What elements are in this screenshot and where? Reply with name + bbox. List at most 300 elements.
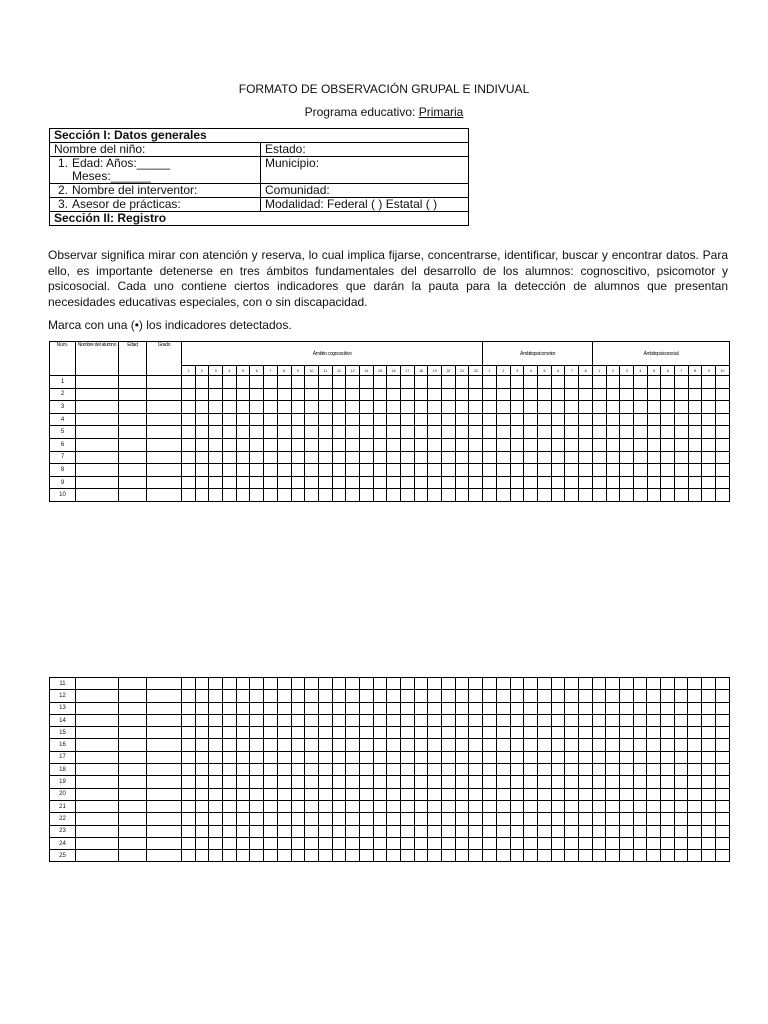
indicator-cell[interactable] bbox=[592, 690, 606, 702]
indicator-cell[interactable] bbox=[633, 702, 647, 714]
indicator-cell[interactable] bbox=[250, 464, 264, 477]
indicator-cell[interactable] bbox=[702, 376, 716, 389]
indicator-cell[interactable] bbox=[592, 813, 606, 825]
grado-cell[interactable] bbox=[147, 850, 182, 862]
nombre-cell[interactable] bbox=[76, 739, 119, 751]
indicator-cell[interactable] bbox=[332, 690, 346, 702]
indicator-cell[interactable] bbox=[469, 690, 483, 702]
indicator-cell[interactable] bbox=[250, 489, 264, 502]
indicator-cell[interactable] bbox=[510, 764, 524, 776]
indicator-cell[interactable] bbox=[223, 476, 237, 489]
indicator-cell[interactable] bbox=[346, 739, 360, 751]
indicator-cell[interactable] bbox=[291, 764, 305, 776]
indicator-cell[interactable] bbox=[236, 800, 250, 812]
indicator-cell[interactable] bbox=[510, 702, 524, 714]
indicator-cell[interactable] bbox=[359, 813, 373, 825]
indicator-cell[interactable] bbox=[647, 764, 661, 776]
indicator-cell[interactable] bbox=[346, 714, 360, 726]
indicator-cell[interactable] bbox=[236, 426, 250, 439]
indicator-cell[interactable] bbox=[182, 464, 196, 477]
indicator-cell[interactable] bbox=[702, 464, 716, 477]
indicator-cell[interactable] bbox=[401, 739, 415, 751]
indicator-cell[interactable] bbox=[551, 401, 565, 414]
indicator-cell[interactable] bbox=[606, 850, 620, 862]
indicator-cell[interactable] bbox=[565, 825, 579, 837]
indicator-cell[interactable] bbox=[688, 376, 702, 389]
indicator-cell[interactable] bbox=[715, 850, 729, 862]
indicator-cell[interactable] bbox=[236, 690, 250, 702]
indicator-cell[interactable] bbox=[442, 764, 456, 776]
indicator-cell[interactable] bbox=[702, 714, 716, 726]
indicator-cell[interactable] bbox=[634, 388, 648, 401]
indicator-cell[interactable] bbox=[209, 464, 223, 477]
nombre-cell[interactable] bbox=[76, 813, 119, 825]
indicator-cell[interactable] bbox=[332, 776, 346, 788]
grado-cell[interactable] bbox=[147, 813, 182, 825]
indicator-cell[interactable] bbox=[264, 690, 278, 702]
indicator-cell[interactable] bbox=[195, 489, 209, 502]
indicator-cell[interactable] bbox=[675, 401, 689, 414]
indicator-cell[interactable] bbox=[277, 678, 291, 690]
indicator-cell[interactable] bbox=[634, 426, 648, 439]
indicator-cell[interactable] bbox=[578, 764, 592, 776]
indicator-cell[interactable] bbox=[195, 476, 209, 489]
indicator-cell[interactable] bbox=[277, 776, 291, 788]
indicator-cell[interactable] bbox=[634, 489, 648, 502]
indicator-cell[interactable] bbox=[674, 850, 688, 862]
indicator-cell[interactable] bbox=[620, 388, 634, 401]
indicator-cell[interactable] bbox=[182, 451, 196, 464]
indicator-cell[interactable] bbox=[661, 788, 675, 800]
indicator-cell[interactable] bbox=[592, 388, 606, 401]
indicator-cell[interactable] bbox=[223, 702, 237, 714]
indicator-cell[interactable] bbox=[182, 678, 196, 690]
indicator-cell[interactable] bbox=[579, 451, 593, 464]
indicator-cell[interactable] bbox=[318, 489, 332, 502]
indicator-cell[interactable] bbox=[715, 714, 729, 726]
indicator-cell[interactable] bbox=[620, 476, 634, 489]
indicator-cell[interactable] bbox=[633, 837, 647, 849]
indicator-cell[interactable] bbox=[264, 825, 278, 837]
indicator-cell[interactable] bbox=[387, 376, 401, 389]
indicator-cell[interactable] bbox=[524, 776, 538, 788]
indicator-cell[interactable] bbox=[236, 489, 250, 502]
indicator-cell[interactable] bbox=[688, 690, 702, 702]
indicator-cell[interactable] bbox=[620, 451, 634, 464]
indicator-cell[interactable] bbox=[414, 727, 428, 739]
indicator-cell[interactable] bbox=[674, 800, 688, 812]
indicator-cell[interactable] bbox=[606, 376, 620, 389]
indicator-cell[interactable] bbox=[578, 800, 592, 812]
indicator-cell[interactable] bbox=[264, 438, 278, 451]
indicator-cell[interactable] bbox=[579, 438, 593, 451]
indicator-cell[interactable] bbox=[674, 776, 688, 788]
indicator-cell[interactable] bbox=[359, 837, 373, 849]
indicator-cell[interactable] bbox=[661, 776, 675, 788]
indicator-cell[interactable] bbox=[428, 788, 442, 800]
indicator-cell[interactable] bbox=[674, 813, 688, 825]
indicator-cell[interactable] bbox=[620, 464, 634, 477]
indicator-cell[interactable] bbox=[291, 776, 305, 788]
indicator-cell[interactable] bbox=[236, 451, 250, 464]
indicator-cell[interactable] bbox=[346, 727, 360, 739]
grado-cell[interactable] bbox=[147, 764, 182, 776]
indicator-cell[interactable] bbox=[510, 800, 524, 812]
indicator-cell[interactable] bbox=[332, 489, 346, 502]
indicator-cell[interactable] bbox=[716, 388, 730, 401]
indicator-cell[interactable] bbox=[401, 690, 415, 702]
indicator-cell[interactable] bbox=[414, 813, 428, 825]
indicator-cell[interactable] bbox=[277, 476, 291, 489]
indicator-cell[interactable] bbox=[277, 788, 291, 800]
indicator-cell[interactable] bbox=[401, 426, 415, 439]
indicator-cell[interactable] bbox=[401, 813, 415, 825]
indicator-cell[interactable] bbox=[688, 714, 702, 726]
grado-cell[interactable] bbox=[147, 837, 182, 849]
indicator-cell[interactable] bbox=[414, 714, 428, 726]
indicator-cell[interactable] bbox=[332, 476, 346, 489]
indicator-cell[interactable] bbox=[497, 413, 511, 426]
indicator-cell[interactable] bbox=[592, 413, 606, 426]
indicator-cell[interactable] bbox=[524, 438, 538, 451]
indicator-cell[interactable] bbox=[483, 751, 497, 763]
indicator-cell[interactable] bbox=[291, 438, 305, 451]
indicator-cell[interactable] bbox=[483, 476, 497, 489]
indicator-cell[interactable] bbox=[497, 489, 511, 502]
indicator-cell[interactable] bbox=[401, 702, 415, 714]
indicator-cell[interactable] bbox=[236, 751, 250, 763]
indicator-cell[interactable] bbox=[250, 727, 264, 739]
indicator-cell[interactable] bbox=[359, 476, 373, 489]
indicator-cell[interactable] bbox=[428, 813, 442, 825]
edad-cell[interactable] bbox=[119, 837, 147, 849]
indicator-cell[interactable] bbox=[647, 376, 661, 389]
indicator-cell[interactable] bbox=[250, 800, 264, 812]
indicator-cell[interactable] bbox=[373, 727, 387, 739]
indicator-cell[interactable] bbox=[606, 776, 620, 788]
indicator-cell[interactable] bbox=[401, 413, 415, 426]
indicator-cell[interactable] bbox=[264, 376, 278, 389]
indicator-cell[interactable] bbox=[195, 850, 209, 862]
indicator-cell[interactable] bbox=[318, 800, 332, 812]
indicator-cell[interactable] bbox=[675, 426, 689, 439]
indicator-cell[interactable] bbox=[469, 751, 483, 763]
indicator-cell[interactable] bbox=[373, 376, 387, 389]
indicator-cell[interactable] bbox=[291, 825, 305, 837]
indicator-cell[interactable] bbox=[264, 413, 278, 426]
indicator-cell[interactable] bbox=[455, 426, 469, 439]
indicator-cell[interactable] bbox=[346, 376, 360, 389]
indicator-cell[interactable] bbox=[291, 451, 305, 464]
indicator-cell[interactable] bbox=[647, 813, 661, 825]
indicator-cell[interactable] bbox=[634, 464, 648, 477]
indicator-cell[interactable] bbox=[702, 850, 716, 862]
nombre-cell[interactable] bbox=[76, 678, 119, 690]
grado-cell[interactable] bbox=[147, 825, 182, 837]
indicator-cell[interactable] bbox=[702, 489, 716, 502]
indicator-cell[interactable] bbox=[620, 776, 634, 788]
indicator-cell[interactable] bbox=[387, 451, 401, 464]
indicator-cell[interactable] bbox=[223, 489, 237, 502]
indicator-cell[interactable] bbox=[688, 776, 702, 788]
indicator-cell[interactable] bbox=[428, 426, 442, 439]
indicator-cell[interactable] bbox=[483, 438, 497, 451]
indicator-cell[interactable] bbox=[223, 714, 237, 726]
indicator-cell[interactable] bbox=[620, 714, 634, 726]
indicator-cell[interactable] bbox=[524, 464, 538, 477]
indicator-cell[interactable] bbox=[264, 702, 278, 714]
indicator-cell[interactable] bbox=[195, 837, 209, 849]
indicator-cell[interactable] bbox=[277, 714, 291, 726]
indicator-cell[interactable] bbox=[414, 376, 428, 389]
indicator-cell[interactable] bbox=[318, 825, 332, 837]
indicator-cell[interactable] bbox=[592, 702, 606, 714]
indicator-cell[interactable] bbox=[373, 464, 387, 477]
indicator-cell[interactable] bbox=[359, 413, 373, 426]
indicator-cell[interactable] bbox=[442, 476, 456, 489]
indicator-cell[interactable] bbox=[182, 702, 196, 714]
edad-cell[interactable] bbox=[119, 464, 147, 477]
indicator-cell[interactable] bbox=[715, 776, 729, 788]
indicator-cell[interactable] bbox=[455, 489, 469, 502]
indicator-cell[interactable] bbox=[674, 739, 688, 751]
indicator-cell[interactable] bbox=[195, 376, 209, 389]
indicator-cell[interactable] bbox=[496, 727, 510, 739]
indicator-cell[interactable] bbox=[401, 489, 415, 502]
indicator-cell[interactable] bbox=[469, 850, 483, 862]
indicator-cell[interactable] bbox=[524, 678, 538, 690]
indicator-cell[interactable] bbox=[291, 727, 305, 739]
indicator-cell[interactable] bbox=[209, 426, 223, 439]
nombre-cell[interactable] bbox=[76, 702, 119, 714]
indicator-cell[interactable] bbox=[524, 739, 538, 751]
indicator-cell[interactable] bbox=[250, 451, 264, 464]
indicator-cell[interactable] bbox=[702, 678, 716, 690]
indicator-cell[interactable] bbox=[318, 751, 332, 763]
indicator-cell[interactable] bbox=[277, 489, 291, 502]
indicator-cell[interactable] bbox=[674, 825, 688, 837]
indicator-cell[interactable] bbox=[565, 751, 579, 763]
indicator-cell[interactable] bbox=[236, 476, 250, 489]
indicator-cell[interactable] bbox=[565, 813, 579, 825]
indicator-cell[interactable] bbox=[373, 813, 387, 825]
indicator-cell[interactable] bbox=[359, 464, 373, 477]
indicator-cell[interactable] bbox=[401, 825, 415, 837]
indicator-cell[interactable] bbox=[182, 739, 196, 751]
indicator-cell[interactable] bbox=[496, 764, 510, 776]
indicator-cell[interactable] bbox=[702, 739, 716, 751]
indicator-cell[interactable] bbox=[428, 413, 442, 426]
indicator-cell[interactable] bbox=[428, 451, 442, 464]
indicator-cell[interactable] bbox=[510, 837, 524, 849]
grado-cell[interactable] bbox=[147, 727, 182, 739]
indicator-cell[interactable] bbox=[647, 850, 661, 862]
indicator-cell[interactable] bbox=[538, 426, 552, 439]
indicator-cell[interactable] bbox=[414, 776, 428, 788]
indicator-cell[interactable] bbox=[387, 764, 401, 776]
indicator-cell[interactable] bbox=[414, 464, 428, 477]
indicator-cell[interactable] bbox=[688, 788, 702, 800]
indicator-cell[interactable] bbox=[291, 714, 305, 726]
indicator-cell[interactable] bbox=[195, 464, 209, 477]
indicator-cell[interactable] bbox=[483, 825, 497, 837]
indicator-cell[interactable] bbox=[223, 788, 237, 800]
indicator-cell[interactable] bbox=[524, 813, 538, 825]
indicator-cell[interactable] bbox=[414, 788, 428, 800]
indicator-cell[interactable] bbox=[537, 739, 551, 751]
indicator-cell[interactable] bbox=[675, 476, 689, 489]
indicator-cell[interactable] bbox=[250, 788, 264, 800]
indicator-cell[interactable] bbox=[346, 850, 360, 862]
indicator-cell[interactable] bbox=[469, 376, 483, 389]
indicator-cell[interactable] bbox=[538, 376, 552, 389]
indicator-cell[interactable] bbox=[606, 451, 620, 464]
indicator-cell[interactable] bbox=[277, 800, 291, 812]
indicator-cell[interactable] bbox=[661, 678, 675, 690]
indicator-cell[interactable] bbox=[291, 813, 305, 825]
indicator-cell[interactable] bbox=[401, 714, 415, 726]
indicator-cell[interactable] bbox=[565, 764, 579, 776]
indicator-cell[interactable] bbox=[346, 426, 360, 439]
indicator-cell[interactable] bbox=[633, 813, 647, 825]
indicator-cell[interactable] bbox=[620, 751, 634, 763]
indicator-cell[interactable] bbox=[264, 451, 278, 464]
indicator-cell[interactable] bbox=[592, 764, 606, 776]
indicator-cell[interactable] bbox=[182, 376, 196, 389]
indicator-cell[interactable] bbox=[565, 837, 579, 849]
indicator-cell[interactable] bbox=[537, 825, 551, 837]
indicator-cell[interactable] bbox=[346, 813, 360, 825]
indicator-cell[interactable] bbox=[332, 413, 346, 426]
grado-cell[interactable] bbox=[147, 776, 182, 788]
indicator-cell[interactable] bbox=[524, 788, 538, 800]
indicator-cell[interactable] bbox=[195, 426, 209, 439]
edad-cell[interactable] bbox=[119, 451, 147, 464]
indicator-cell[interactable] bbox=[209, 702, 223, 714]
indicator-cell[interactable] bbox=[620, 376, 634, 389]
indicator-cell[interactable] bbox=[496, 850, 510, 862]
indicator-cell[interactable] bbox=[510, 825, 524, 837]
indicator-cell[interactable] bbox=[442, 413, 456, 426]
indicator-cell[interactable] bbox=[606, 476, 620, 489]
indicator-cell[interactable] bbox=[387, 850, 401, 862]
indicator-cell[interactable] bbox=[209, 739, 223, 751]
indicator-cell[interactable] bbox=[264, 739, 278, 751]
indicator-cell[interactable] bbox=[209, 401, 223, 414]
indicator-cell[interactable] bbox=[647, 678, 661, 690]
indicator-cell[interactable] bbox=[414, 825, 428, 837]
indicator-cell[interactable] bbox=[182, 690, 196, 702]
edad-cell[interactable] bbox=[119, 413, 147, 426]
indicator-cell[interactable] bbox=[510, 489, 524, 502]
indicator-cell[interactable] bbox=[414, 739, 428, 751]
indicator-cell[interactable] bbox=[647, 776, 661, 788]
indicator-cell[interactable] bbox=[455, 690, 469, 702]
edad-cell[interactable] bbox=[119, 751, 147, 763]
indicator-cell[interactable] bbox=[401, 764, 415, 776]
indicator-cell[interactable] bbox=[414, 413, 428, 426]
indicator-cell[interactable] bbox=[373, 678, 387, 690]
indicator-cell[interactable] bbox=[195, 702, 209, 714]
indicator-cell[interactable] bbox=[182, 825, 196, 837]
indicator-cell[interactable] bbox=[565, 376, 579, 389]
indicator-cell[interactable] bbox=[305, 678, 319, 690]
indicator-cell[interactable] bbox=[483, 776, 497, 788]
indicator-cell[interactable] bbox=[455, 800, 469, 812]
indicator-cell[interactable] bbox=[702, 788, 716, 800]
indicator-cell[interactable] bbox=[305, 413, 319, 426]
indicator-cell[interactable] bbox=[634, 413, 648, 426]
indicator-cell[interactable] bbox=[620, 678, 634, 690]
indicator-cell[interactable] bbox=[483, 401, 497, 414]
grado-cell[interactable] bbox=[147, 476, 182, 489]
indicator-cell[interactable] bbox=[305, 825, 319, 837]
indicator-cell[interactable] bbox=[496, 739, 510, 751]
indicator-cell[interactable] bbox=[387, 489, 401, 502]
indicator-cell[interactable] bbox=[551, 388, 565, 401]
indicator-cell[interactable] bbox=[715, 764, 729, 776]
edad-cell[interactable] bbox=[119, 776, 147, 788]
indicator-cell[interactable] bbox=[688, 751, 702, 763]
nombre-cell[interactable] bbox=[76, 800, 119, 812]
indicator-cell[interactable] bbox=[633, 800, 647, 812]
indicator-cell[interactable] bbox=[209, 451, 223, 464]
indicator-cell[interactable] bbox=[442, 850, 456, 862]
indicator-cell[interactable] bbox=[469, 388, 483, 401]
indicator-cell[interactable] bbox=[305, 690, 319, 702]
indicator-cell[interactable] bbox=[250, 739, 264, 751]
indicator-cell[interactable] bbox=[675, 376, 689, 389]
indicator-cell[interactable] bbox=[442, 788, 456, 800]
indicator-cell[interactable] bbox=[277, 837, 291, 849]
grado-cell[interactable] bbox=[147, 788, 182, 800]
indicator-cell[interactable] bbox=[264, 800, 278, 812]
indicator-cell[interactable] bbox=[483, 451, 497, 464]
indicator-cell[interactable] bbox=[318, 727, 332, 739]
indicator-cell[interactable] bbox=[359, 788, 373, 800]
indicator-cell[interactable] bbox=[688, 727, 702, 739]
indicator-cell[interactable] bbox=[538, 438, 552, 451]
indicator-cell[interactable] bbox=[387, 727, 401, 739]
indicator-cell[interactable] bbox=[305, 388, 319, 401]
indicator-cell[interactable] bbox=[209, 413, 223, 426]
indicator-cell[interactable] bbox=[674, 727, 688, 739]
edad-cell[interactable] bbox=[119, 850, 147, 862]
indicator-cell[interactable] bbox=[620, 413, 634, 426]
indicator-cell[interactable] bbox=[592, 714, 606, 726]
nombre-cell[interactable] bbox=[76, 476, 119, 489]
indicator-cell[interactable] bbox=[209, 376, 223, 389]
indicator-cell[interactable] bbox=[510, 388, 524, 401]
indicator-cell[interactable] bbox=[373, 438, 387, 451]
indicator-cell[interactable] bbox=[250, 850, 264, 862]
indicator-cell[interactable] bbox=[606, 739, 620, 751]
indicator-cell[interactable] bbox=[209, 690, 223, 702]
indicator-cell[interactable] bbox=[647, 464, 661, 477]
grado-cell[interactable] bbox=[147, 690, 182, 702]
indicator-cell[interactable] bbox=[291, 751, 305, 763]
indicator-cell[interactable] bbox=[428, 800, 442, 812]
indicator-cell[interactable] bbox=[305, 850, 319, 862]
indicator-cell[interactable] bbox=[592, 727, 606, 739]
indicator-cell[interactable] bbox=[401, 401, 415, 414]
indicator-cell[interactable] bbox=[442, 489, 456, 502]
indicator-cell[interactable] bbox=[291, 837, 305, 849]
indicator-cell[interactable] bbox=[688, 739, 702, 751]
nombre-cell[interactable] bbox=[76, 413, 119, 426]
indicator-cell[interactable] bbox=[318, 776, 332, 788]
indicator-cell[interactable] bbox=[195, 690, 209, 702]
